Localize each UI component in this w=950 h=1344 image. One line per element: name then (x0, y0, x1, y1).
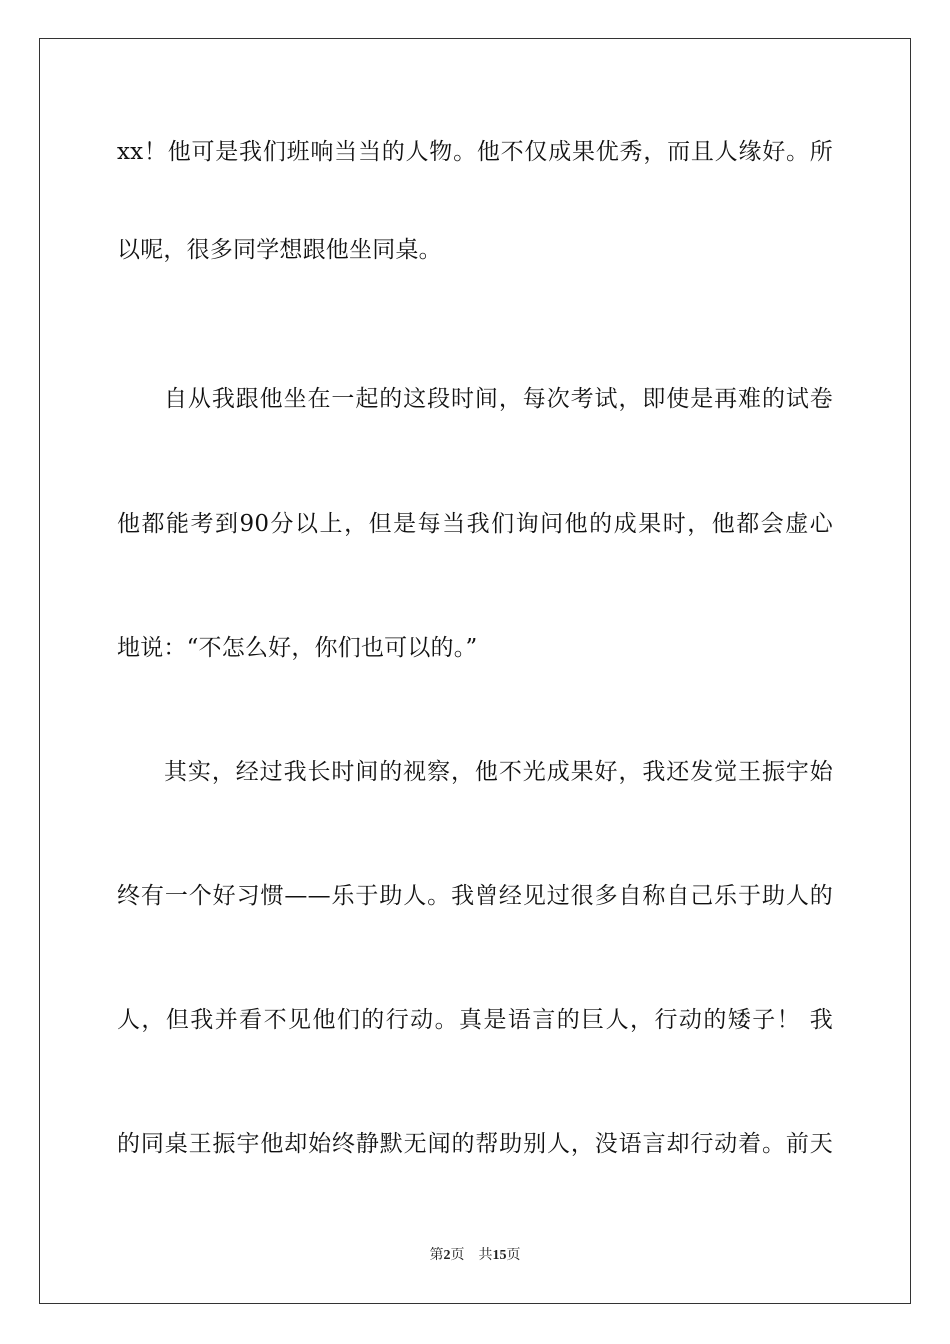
text-line-3: 自从我跟他坐在一起的这段时间，每次考试，即使是再难的试卷 (164, 386, 833, 412)
footer-total-pages: 15 (492, 1248, 507, 1263)
text-line-4: 他都能考到90分以上，但是每当我们询问他的成果时，他都会虚心 (117, 511, 833, 537)
page-footer (0, 1246, 950, 1265)
text-line-8: 人，但我并看不见他们的行动。真是语言的巨人，行动的矮子！ 我 (117, 1007, 833, 1033)
text-line-7: 终有一个好习惯——乐于助人。我曾经见过很多自称自己乐于助人的 (117, 883, 833, 909)
text-line-6: 其实，经过我长时间的视察，他不光成果好，我还发觉王振宇始 (164, 759, 833, 785)
footer-page-prefix: 第 (429, 1247, 444, 1263)
footer-page-suffix: 页 (450, 1247, 465, 1263)
text-line-9: 的同桌王振宇他却始终静默无闻的帮助别人，没语言却行动着。前天 (117, 1131, 833, 1157)
page-border (39, 38, 911, 1304)
footer-page-number: 2 (443, 1248, 451, 1263)
footer-total-prefix: 共 (478, 1247, 493, 1263)
text-line-2: 以呢，很多同学想跟他坐同桌。 (117, 237, 442, 263)
text-line-5: 地说：“不怎么好，你们也可以的。” (117, 635, 478, 661)
text-line-1: xx！他可是我们班响当当的人物。他不仅成果优秀，而且人缘好。所 (117, 139, 833, 165)
footer-total-suffix: 页 (506, 1247, 521, 1263)
